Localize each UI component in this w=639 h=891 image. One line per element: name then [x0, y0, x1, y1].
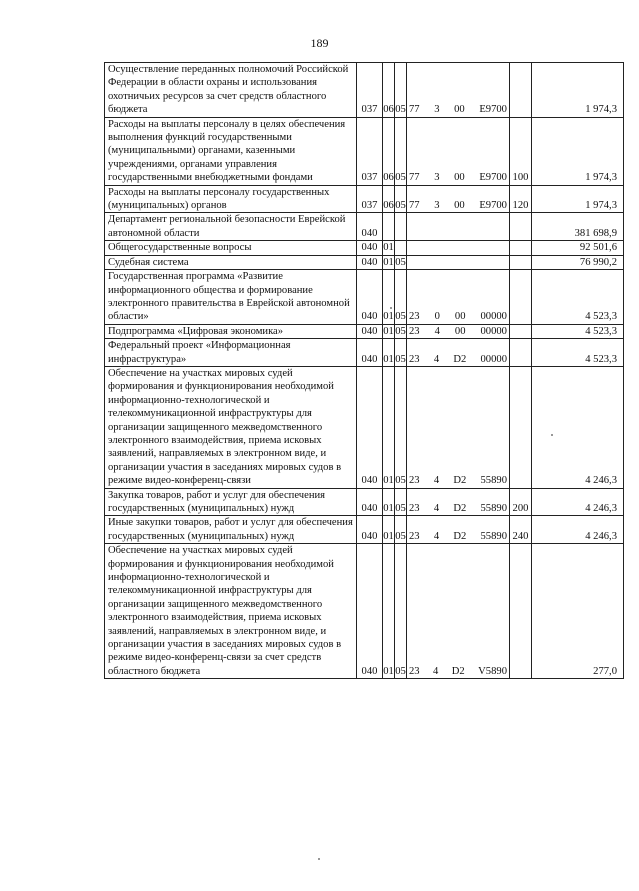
row-name: Департамент региональной безопасности Еврейской автономной области — [105, 213, 357, 241]
csr-part: 3 — [434, 104, 440, 116]
amount: 1 974,3 — [532, 185, 624, 213]
pr-code: 05 — [395, 256, 406, 268]
row-name: Обеспечение на участках мировых судей формирования и функционирования необходимой информационно-технологической и телекоммуникационной инфраструктуры для организации защищенного межведомственного электронного взаимодействия, приема исковых заявлений, направляемых в электронном виде, и организации участия в заседаниях мировых судов в режиме видео-конференц-связи за счет средств областного бюджета — [105, 544, 357, 679]
row-name: Судебная система — [105, 255, 357, 269]
amount: 4 523,3 — [532, 270, 624, 325]
csr-part: 00000 — [480, 325, 507, 337]
rz-code: 01 — [383, 242, 394, 254]
csr-code-parts — [407, 474, 509, 487]
csr-code — [407, 270, 510, 325]
csr-part: D2 — [453, 530, 467, 542]
ved-code: 037 — [357, 63, 383, 118]
row-name: Федеральный проект «Информационная инфраструктура» — [105, 339, 357, 367]
row-name: Расходы на выплаты персоналу в целях обеспечения выполнения функций государственными (муниципальными) органами, казенными учреждениями, органами управления государственными внебюджетными фондами — [105, 117, 357, 185]
vr-code — [510, 255, 532, 269]
page-number: 189 — [310, 36, 329, 50]
table-row — [105, 516, 624, 544]
table-body — [105, 63, 624, 679]
scan-mark — [318, 858, 320, 860]
table-row — [105, 241, 624, 255]
pr-code: 05 — [395, 270, 407, 325]
csr-code — [407, 488, 510, 516]
csr-part: 0 — [434, 311, 440, 323]
rz-code: 06 — [383, 117, 395, 185]
csr-part: 23 — [409, 530, 420, 542]
row-name: Подпрограмма «Цифровая экономика» — [105, 324, 357, 338]
vr-code — [510, 63, 532, 118]
csr-part: 23 — [409, 503, 420, 514]
pr-code: 05 — [395, 366, 407, 488]
csr-part: 00000 — [480, 311, 507, 323]
rz-code: 06 — [383, 63, 395, 118]
csr-code — [407, 516, 510, 544]
csr-part: D2 — [453, 503, 467, 514]
row-name: Закупка товаров, работ и услуг для обеспечения государственных (муниципальных) нужд — [105, 488, 357, 516]
csr-part: E9700 — [479, 104, 507, 116]
ved-code: 040 — [357, 488, 383, 516]
table-row — [105, 255, 624, 269]
ved-code: 040 — [357, 241, 383, 255]
csr-code — [407, 255, 510, 269]
amount: 92 501,6 — [532, 241, 624, 255]
csr-part: 4 — [433, 475, 440, 487]
rz-code: 01 — [383, 516, 395, 544]
scan-mark — [390, 307, 392, 309]
csr-part: E9700 — [479, 200, 507, 212]
csr-code-parts — [407, 353, 509, 366]
csr-part: 23 — [409, 353, 420, 365]
csr-part: 55890 — [480, 503, 507, 514]
amount: 1 974,3 — [532, 117, 624, 185]
table-row — [105, 488, 624, 516]
pr-code: 05 — [395, 516, 407, 544]
csr-part: 00 — [454, 200, 465, 212]
csr-part: 00 — [454, 311, 466, 323]
csr-code-parts — [407, 310, 509, 323]
csr-part: D2 — [453, 353, 467, 365]
csr-code — [407, 339, 510, 367]
ved-code: 040 — [357, 213, 383, 241]
ved-code: 040 — [357, 366, 383, 488]
ved-code: 040 — [357, 324, 383, 338]
amount: 4 246,3 — [532, 516, 624, 544]
table-row — [105, 213, 624, 241]
vr-code — [510, 366, 532, 488]
ved-code: 040 — [357, 516, 383, 544]
csr-part: 00 — [454, 172, 465, 184]
vr-code: 120 — [510, 185, 532, 213]
csr-part: 23 — [409, 325, 420, 337]
pr-code — [395, 213, 407, 241]
rz-code — [383, 213, 395, 241]
ved-code: 040 — [357, 544, 383, 679]
vr-code — [510, 544, 532, 679]
amount: 277,0 — [532, 544, 624, 679]
table-row — [105, 185, 624, 213]
csr-code — [407, 366, 510, 488]
rz-code: 01 — [383, 270, 395, 325]
csr-code-parts — [407, 502, 509, 515]
rz-code: 01 — [383, 366, 395, 488]
csr-code — [407, 185, 510, 213]
csr-part: 77 — [409, 104, 420, 116]
csr-code — [407, 544, 510, 679]
csr-part: D2 — [453, 475, 467, 487]
csr-part: 00000 — [480, 353, 507, 365]
csr-part: E9700 — [479, 172, 507, 184]
row-name: Государственная программа «Развитие информационного общества и формирование электронного правительства в Еврейской автономной области» — [105, 270, 357, 325]
pr-code: 05 — [395, 488, 407, 516]
ved-code: 037 — [357, 185, 383, 213]
csr-part: 00 — [454, 104, 465, 116]
csr-code — [407, 324, 510, 338]
rz-code: 01 — [383, 256, 394, 268]
csr-part: 00 — [454, 325, 466, 337]
pr-code: 05 — [395, 63, 407, 118]
csr-code-parts — [407, 171, 509, 184]
csr-code — [407, 241, 510, 255]
ved-code: 040 — [357, 339, 383, 367]
amount: 4 246,3 — [532, 366, 624, 488]
csr-code — [407, 117, 510, 185]
csr-part: D2 — [451, 665, 465, 677]
vr-code — [510, 270, 532, 325]
pr-code: 05 — [395, 325, 406, 337]
row-name: Общегосударственные вопросы — [105, 241, 357, 255]
ved-code: 040 — [357, 270, 383, 325]
csr-part: 4 — [433, 665, 439, 677]
row-name: Осуществление переданных полномочий Российской Федерации в области охраны и использования охотничьих ресурсов за счет средств областного бюджета — [105, 63, 357, 118]
rz-code: 01 — [383, 339, 395, 367]
csr-part: V5890 — [478, 665, 507, 677]
pr-code: 05 — [395, 544, 407, 679]
vr-code — [510, 241, 532, 255]
amount: 76 990,2 — [532, 255, 624, 269]
csr-part: 23 — [409, 311, 420, 323]
csr-code-parts — [407, 530, 509, 543]
amount: 381 698,9 — [532, 213, 624, 241]
csr-code-parts — [407, 103, 509, 116]
csr-part: 4 — [434, 325, 440, 337]
amount: 1 974,3 — [532, 63, 624, 118]
pr-code: 05 — [395, 117, 407, 185]
table-row — [105, 270, 624, 325]
row-name: Обеспечение на участках мировых судей формирования и функционирования необходимой информационно-технологической и телекоммуникационной инфраструктуры для организации защищенного межведомственного электронного взаимодействия, приема исковых заявлений, направляемых в электронном виде, и организации участия в заседаниях мировых судов в режиме видео-конференц-связи — [105, 366, 357, 488]
csr-code-parts — [407, 199, 509, 212]
csr-code-parts — [407, 325, 509, 338]
csr-part: 77 — [409, 172, 420, 184]
csr-part: 3 — [434, 172, 440, 184]
scan-mark — [551, 434, 553, 436]
table-row — [105, 63, 624, 118]
csr-code-parts — [407, 665, 509, 678]
csr-code — [407, 63, 510, 118]
vr-code: 100 — [510, 117, 532, 185]
amount: 4 523,3 — [532, 339, 624, 367]
csr-part: 23 — [409, 665, 420, 677]
rz-code: 06 — [383, 185, 395, 213]
vr-code: 200 — [510, 488, 532, 516]
csr-part: 4 — [433, 503, 440, 514]
vr-code — [510, 213, 532, 241]
amount: 4 246,3 — [532, 488, 624, 516]
csr-code — [407, 213, 510, 241]
row-name: Иные закупки товаров, работ и услуг для обеспечения государственных (муниципальных) нужд — [105, 516, 357, 544]
csr-part: 4 — [433, 530, 440, 542]
pr-code — [395, 241, 407, 255]
rz-code: 01 — [383, 325, 394, 337]
row-name: Расходы на выплаты персоналу государственных (муниципальных) органов — [105, 185, 357, 213]
vr-code: 240 — [510, 516, 532, 544]
csr-part: 23 — [409, 475, 420, 487]
ved-code: 037 — [357, 117, 383, 185]
amount: 4 523,3 — [532, 324, 624, 338]
ved-code: 040 — [357, 255, 383, 269]
budget-table — [104, 62, 624, 679]
table-row — [105, 544, 624, 679]
vr-code — [510, 339, 532, 367]
pr-code: 05 — [395, 185, 407, 213]
csr-part: 3 — [434, 200, 440, 212]
csr-part: 4 — [433, 353, 440, 365]
csr-part: 55890 — [480, 475, 507, 487]
csr-part: 77 — [409, 200, 420, 212]
vr-code — [510, 324, 532, 338]
table-row — [105, 339, 624, 367]
rz-code: 01 — [383, 544, 395, 679]
table-row — [105, 324, 624, 338]
csr-part: 55890 — [480, 530, 507, 542]
table-row — [105, 117, 624, 185]
rz-code: 01 — [383, 488, 395, 516]
pr-code: 05 — [395, 339, 407, 367]
table-row — [105, 366, 624, 488]
